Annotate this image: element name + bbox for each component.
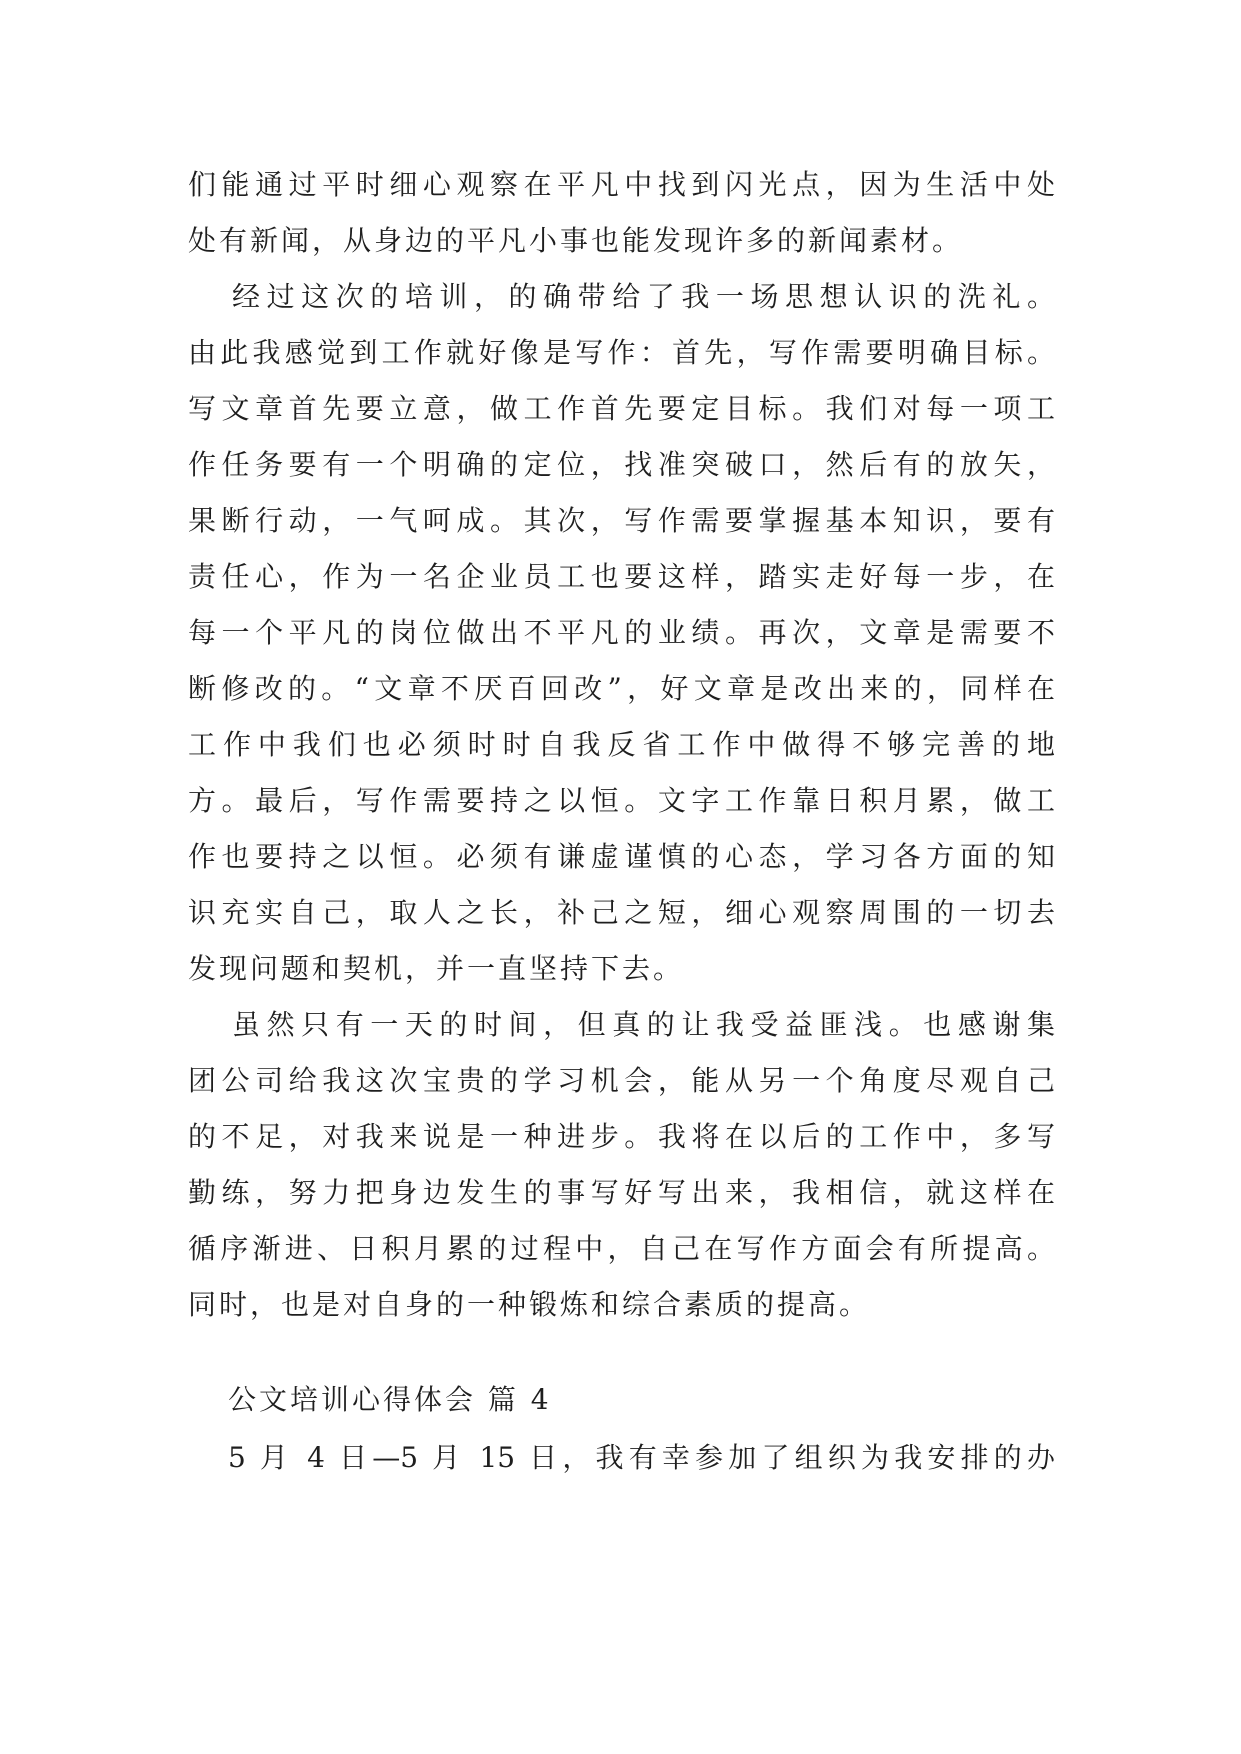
text-line: 经过这次的培训，的确带给了我一场思想认识的洗礼。 [232, 280, 1055, 313]
text-line: 虽然只有一天的时间，但真的让我受益匪浅。也感谢集 [232, 1008, 1055, 1041]
text-line: 识充实自己，取人之长，补己之短，细心观察周围的一切去 [188, 896, 1055, 929]
text-line: 责任心，作为一名企业员工也要这样，踏实走好每一步，在 [188, 560, 1055, 593]
text-line: 团公司给我这次宝贵的学习机会，能从另一个角度尽观自己 [188, 1064, 1055, 1097]
paragraph [188, 997, 1055, 1333]
text-line: 工作中我们也必须时时自我反省工作中做得不够完善的地 [188, 728, 1055, 761]
document-body [188, 157, 1055, 1486]
text-line: 5 月 4 日—5 月 15 日，我有幸参加了组织为我安排的办 [228, 1441, 1055, 1474]
text-line: 作也要持之以恒。必须有谦虚谨慎的心态，学习各方面的知 [188, 840, 1055, 873]
text-line: 的不足，对我来说是一种进步。我将在以后的工作中，多写 [188, 1120, 1055, 1153]
paragraph [188, 157, 1055, 269]
text-line: 同时，也是对自身的一种锻炼和综合素质的提高。 [188, 1288, 871, 1321]
text-line: 方。最后，写作需要持之以恒。文字工作靠日积月累，做工 [188, 784, 1055, 817]
text-line: 果断行动，一气呵成。其次，写作需要掌握基本知识，要有 [188, 504, 1055, 537]
paragraph [188, 1430, 1055, 1486]
text-line: 们能通过平时细心观察在平凡中找到闪光点，因为生活中处 [188, 168, 1055, 201]
section-heading: 公文培训心得体会 篇 4 [228, 1383, 552, 1416]
text-line: 循序渐进、日积月累的过程中，自己在写作方面会有所提高。 [188, 1232, 1055, 1265]
paragraph [188, 269, 1055, 997]
text-line: 写文章首先要立意，做工作首先要定目标。我们对每一项工 [188, 392, 1055, 425]
text-line: 断修改的。“文章不厌百回改”，好文章是改出来的，同样在 [188, 672, 1055, 705]
text-line: 由此我感觉到工作就好像是写作：首先，写作需要明确目标。 [188, 336, 1055, 369]
text-line: 每一个平凡的岗位做出不平凡的业绩。再次，文章是需要不 [188, 616, 1055, 649]
text-line: 作任务要有一个明确的定位，找准突破口，然后有的放矢， [188, 448, 1055, 481]
text-line: 处有新闻，从身边的平凡小事也能发现许多的新闻素材。 [188, 224, 964, 257]
text-line: 发现问题和契机，并一直坚持下去。 [188, 952, 685, 985]
text-line: 勤练，努力把身边发生的事写好写出来，我相信，就这样在 [188, 1176, 1055, 1209]
